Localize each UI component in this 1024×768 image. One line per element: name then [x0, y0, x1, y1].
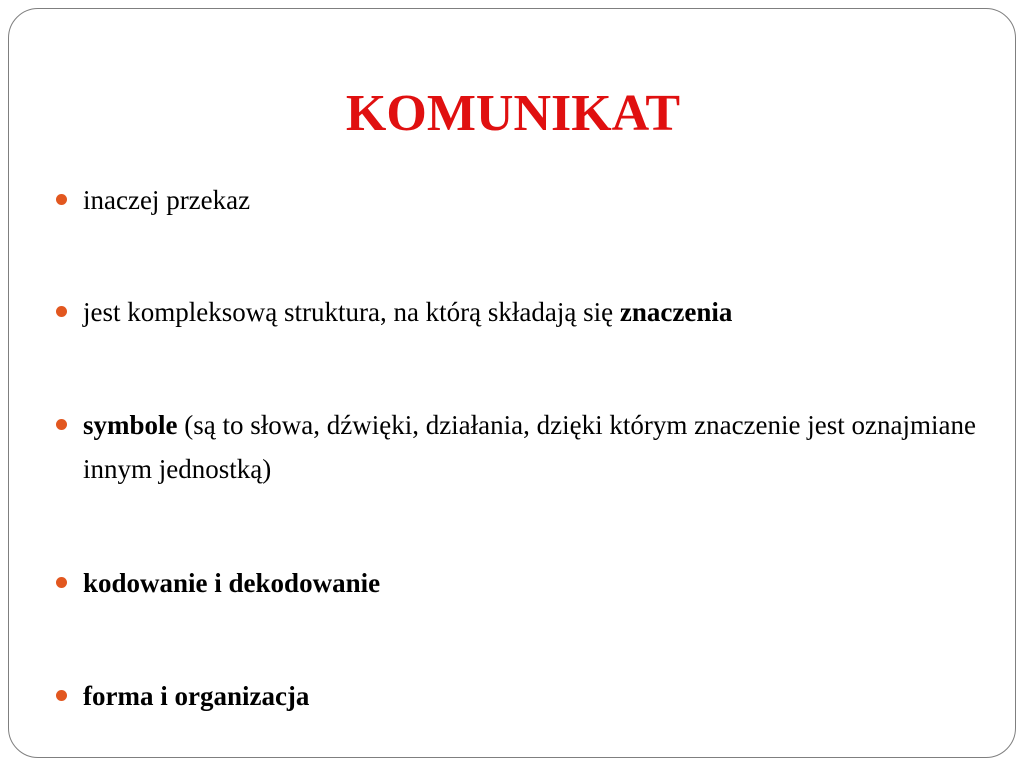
bullet-dot-icon: [56, 306, 67, 317]
bullet-dot-icon: [56, 419, 67, 430]
bullet-text: jest kompleksową struktura, na którą składają się: [83, 297, 620, 327]
bullet-item: [83, 178, 983, 222]
bullet-item: [83, 290, 983, 334]
bullet-item: [83, 674, 983, 718]
bullet-bold-text: znaczenia: [619, 297, 733, 327]
bullet-item: [83, 403, 983, 491]
bullet-text: inaczej przekaz: [83, 185, 251, 215]
bullet-dot-icon: [56, 690, 67, 701]
slide-frame: [8, 8, 1016, 758]
bullet-text: (są to słowa, dźwięki, działania, dzięki którym znaczenie jest oznajmiane innym jednostką): [83, 410, 976, 484]
slide-title: KOMUNIKAT: [345, 85, 681, 142]
bullet-bold-text: kodowanie i dekodowanie: [83, 568, 381, 598]
bullet-item: [83, 561, 983, 605]
bullet-bold-text: forma i organizacja: [83, 681, 310, 711]
bullet-dot-icon: [56, 577, 67, 588]
bullet-dot-icon: [56, 194, 67, 205]
bullet-bold-text: symbole: [83, 410, 178, 440]
